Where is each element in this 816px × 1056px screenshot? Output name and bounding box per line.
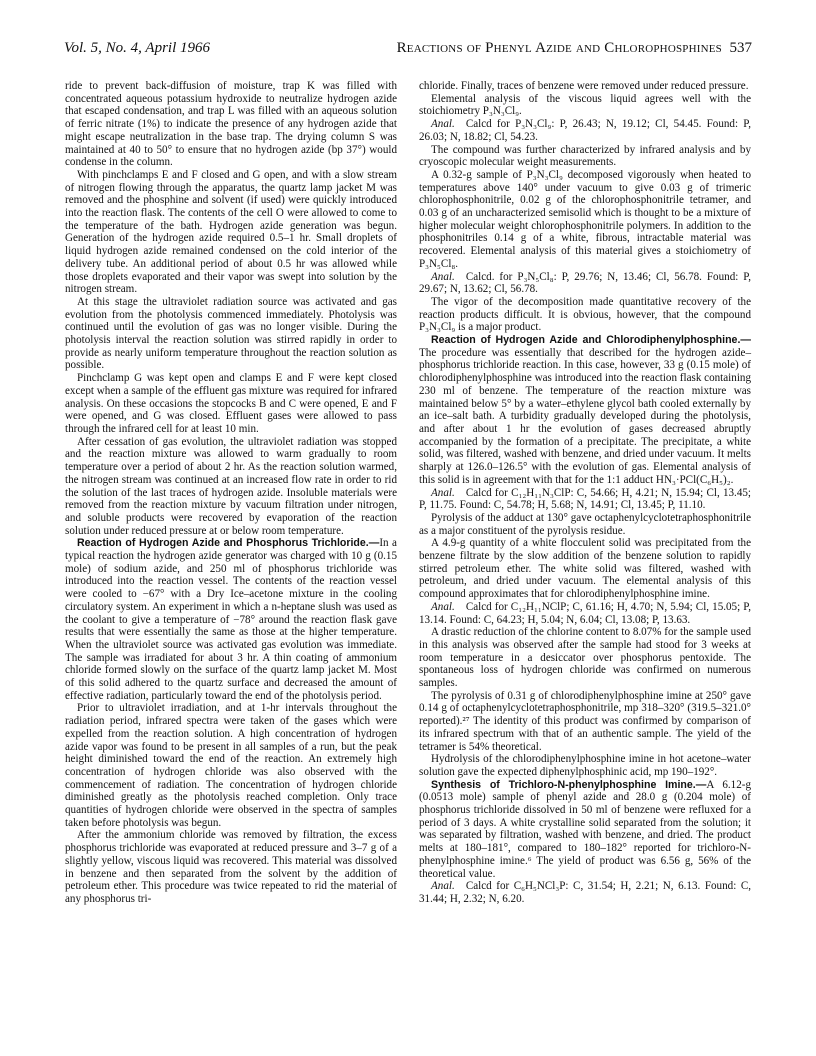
right-paragraph [419, 487, 751, 512]
paragraph-text: Pinchclamp G was kept open and clamps E and F were kept closed except when a sample of the effluent gas mixture was required for infrared analysis. On these occasions the stopcocks B and C were opened, E and F were opened, and G was closed. Effluent gases were allowed to pass through the infrared cell for at least 10 min. [65, 372, 397, 435]
header-right [397, 40, 752, 57]
section-heading: Reaction of Hydrogen Azide and Chlorodiphenylphosphine.— [431, 334, 751, 347]
running-title: Reactions of Phenyl Azide and Chlorophosphines [396, 40, 722, 56]
right-paragraph [419, 626, 751, 690]
paragraph-text: After cessation of gas evolution, the ultraviolet radiation was stopped and the reaction mixture was allowed to warm gradually to room temperature over a period of about 2 hr. As the reaction solution warmed, the nitrogen stream was continued at an increased flow rate in order to rid the solution of the last traces of hydrogen azide. Insoluble materials were removed from the reaction mixture by vacuum filtration under nitrogen, and soluble products were recovered by evaporation of the reaction solution under reduced pressure at or below room temperature. [65, 435, 397, 537]
right-paragraph [419, 80, 751, 93]
paragraph-text: chloride. Finally, traces of benzene were removed under reduced pressure. [419, 80, 749, 92]
left-column [65, 80, 397, 1018]
right-paragraph [419, 753, 751, 778]
analysis-label: Anal. [431, 118, 455, 131]
paragraph-text: The compound was further characterized by infrared analysis and by cryoscopic molecular weight measurements. [419, 143, 751, 169]
right-paragraph [419, 169, 751, 271]
paragraph-text: A drastic reduction of the chlorine content to 8.07% for the sample used in this analysis was observed after the sample had stood for 3 weeks at room temperature in a desiccator over phosphorus pentoxide. The spontaneous loss of hydrogen chloride was confirmed on numerous samples. [419, 626, 751, 690]
paragraph-text: The procedure was essentially that described for the hydrogen azide–phosphorus trichloride reaction. In this case, however, 33 g (0.15 mole) of chlorodiphenylphosphine was introduced into the reaction flask containing 230 ml of benzene. The temperature of the reaction mixture was maintained below 5° by a water–ethylene glycol bath cooled externally by an ice–salt bath. A turbidity gradually developed during the photolysis, and after about 1 hr the evolution of gases decreased abruptly accompanied by the formation of a precipitate. The precipitate, a white solid, was filtered, washed with benzene, and dried under vacuum. It melts sharply at 126.0–126.5° with the evolution of gas. Elemental analysis of this solid is in agreement with that for the 1:1 adduct HN₃·PCl(C₆H₅)₂. [419, 346, 751, 486]
paragraph-text: Pyrolysis of the adduct at 130° gave octaphenylcyclotetraphosphonitrile as a major constituent of the pyrolysis residue. [419, 511, 751, 537]
right-paragraph [419, 334, 751, 486]
paragraph-text: In a typical reaction the hydrogen azide generator was charged with 10 g (0.15 mole) of sodium azide, and 250 ml of phosphorus trichloride was introduced into the reaction vessel. The contents of the reaction vessel were cooled to −67° with a Dry Ice–acetone mixture in the cooling circulatory system. An experiment in which a n-heptane slush was used as the coolant to give a temperature of −78° around the reaction flask gave results that were essentially the same as those at the higher temperature. When the ultraviolet source was activated gas evolution was immediate. The sample was irradiated for about 3 hr. A thin coating of ammonium chloride formed slowly on the surface of the quartz lamp jacket M. Most of this solid adhered to the quartz surface and decreased the amount of effective radiation, particularly toward the end of the photolysis period. [65, 537, 397, 702]
paragraph-text: At this stage the ultraviolet radiation source was activated and gas evolution from the photolysis commenced immediately. Photolysis was continued until the evolution of gas was no longer visible. During the photolysis interval the reaction solution was stirred rapidly in order to provide as nearly uniform temperature throughout the reaction solution as possible. [65, 295, 397, 372]
right-paragraph [419, 271, 751, 296]
right-paragraph [419, 512, 751, 537]
analysis-label: Anal. [431, 486, 455, 499]
running-header [64, 40, 752, 62]
paragraph-text: Hydrolysis of the chlorodiphenylphosphine imine in hot acetone–water solution gave the expected diphenylphosphinic acid, mp 190–192°. [419, 753, 751, 778]
right-paragraph [419, 601, 751, 626]
right-paragraph [419, 690, 751, 754]
paragraph-text: A 4.9-g quantity of a white flocculent solid was precipitated from the benzene filtrate by the slow addition of the benzene solution to rapidly stirred petroleum ether. The white solid was filtered, washed with petroleum, and dried under vacuum. The elemental analysis of this compound approximates that for chlorodiphenylphosphine imine. [419, 537, 751, 601]
right-paragraph [419, 296, 751, 334]
right-paragraph [419, 779, 751, 881]
paragraph-text: The vigor of the decomposition made quantitative recovery of the reaction products difficult. It is obvious, however, that the compound P₃N₃Cl₉ is a major product. [419, 295, 751, 334]
left-paragraph [65, 537, 397, 702]
paragraph-text: A 6.12-g (0.0513 mole) sample of phenyl azide and 28.0 g (0.204 mole) of phosphorus trichloride dissolved in 50 ml of benzene were refluxed for a period of 3 days. A white crystalline solid separated from the solution; it was separated by filtration, washed with benzene, and dried. The product melts at 180–181°, compared to 180–182° reported for trichloro-N-phenylphosphine imine.⁶ The yield of product was 6.56 g, 56% of the theoretical value. [419, 778, 751, 880]
right-paragraph [419, 144, 751, 169]
right-paragraph [419, 93, 751, 118]
section-heading: Synthesis of Trichloro-N-phenylphosphine Imine.— [431, 778, 707, 791]
right-column [419, 80, 751, 1018]
left-paragraph [65, 296, 397, 372]
paragraph-text: With pinchclamps E and F closed and G open, and with a slow stream of nitrogen flowing through the apparatus, the quartz lamp jacket M was removed and the phosphine and solvent (if used) were quickly introduced into the reaction flask. The contents of the cell O were allowed to come to the temperature of the bath. Hydrogen azide generation was begun. Generation of the hydrogen azide required 0.5–1 hr. Small droplets of liquid hydrogen azide remained condensed on the cold interior of the delivery tube. An additional period of about 0.5 hr was allowed while those droplets evaporated and their vapor was swept into solution by the nitrogen stream. [65, 168, 397, 296]
journal-volume-issue: Vol. 5, No. 4, April 1966 [64, 40, 210, 56]
left-paragraph [65, 436, 397, 538]
paragraph-text: Prior to ultraviolet irradiation, and at 1-hr intervals throughout the radiation period, infrared spectra were taken of the gases which were expelled from the reaction solution. A high concentration of hydrogen azide vapor was found to be present in all samples of a run, but the peak height diminished toward the end of the reaction. An extremely high concentration of hydrogen chloride was also observed with the commencement of radiation. The concentration of hydrogen chloride diminished greatly as the photolysis reached completion. Only trace quantities of hydrogen chloride were observed in the spectra of samples taken before photolysis was begun. [65, 702, 397, 829]
left-paragraph [65, 829, 397, 905]
left-paragraph [65, 702, 397, 829]
body-columns [65, 80, 751, 1018]
paragraph-text: Calcd. for P₃N₅Cl₈: P, 29.76; N, 13.46; Cl, 56.78. Found: P, 29.67; N, 13.62; Cl, 56.78. [419, 270, 751, 296]
right-paragraph [419, 537, 751, 601]
paragraph-text: After the ammonium chloride was removed by filtration, the excess phosphorus trichloride was evaporated at reduced pressure and 3–7 g of a slightly yellow, viscous liquid was recovered. This material was dissolved in benzene and then separated from the solvent by the addition of petroleum ether. This procedure was twice repeated to rid the material of any phosphorus tri- [65, 829, 397, 905]
paragraph-text: Calcd for C₁₂H₁₁NClP; C, 61.16; H, 4.70; N, 5.94; Cl, 15.05; P, 13.14. Found: C, 64.23; H, 5.04; N, 6.04; Cl, 13.08; P, 13.63. [419, 600, 751, 626]
paragraph-text: Calcd for P₃N₃Cl₉: P, 26.43; N, 19.12; Cl, 54.45. Found: P, 26.03; N, 18.82; Cl, 54.23. [419, 118, 751, 143]
left-paragraph [65, 169, 397, 296]
left-paragraph [65, 80, 397, 169]
right-paragraph [419, 880, 751, 905]
analysis-label: Anal. [431, 880, 455, 893]
paragraph-text: ride to prevent back-diffusion of moisture, trap K was filled with concentrated aqueous potassium hydroxide to neutralize hydrogen azide that escaped condensation, and trap L was filled with an aqueous solution of ferric nitrate (1%) to indicate the presence of any hydrogen azide that might escape neutralization in the base trap. The drying column S was maintained at 40 to 50° to ensure that no hydrogen azide (bp 37°) would condense in the column. [65, 80, 397, 169]
right-paragraph [419, 118, 751, 143]
page-number: 537 [729, 40, 752, 56]
paragraph-text: Elemental analysis of the viscous liquid agrees well with the stoichiometry P₃N₃Cl₉. [419, 92, 751, 118]
left-paragraph [65, 372, 397, 436]
paragraph-text: A 0.32-g sample of P₃N₃Cl₉ decomposed vigorously when heated to temperatures above 140° under vacuum to give 0.03 g of trimeric chlorophosphonitrile, 0.02 g of the chlorophosphonitrile tetramer, and 0.03 g of an uncharacterized semisolid which is thought to be a mixture of higher molecular weight chlorophosphonitrile polymers. In addition to the phosphonitriles 0.14 g of a white, fibrous, intractable material was recovered. Elemental analysis of this material gives a stoichiometry of P₃N₅Cl₈. [419, 168, 751, 270]
section-heading: Reaction of Hydrogen Azide and Phosphorus Trichloride.— [77, 537, 380, 550]
paragraph-text: Calcd for C₁₂H₁₁N₃ClP: C, 54.66; H, 4.21; N, 15.94; Cl, 13.45; P, 11.75. Found: C, 54.78; H, 5.68; N, 14.91; Cl, 13.45; P, 11.10. [419, 486, 751, 512]
analysis-label: Anal. [431, 600, 455, 613]
analysis-label: Anal. [431, 270, 455, 283]
paragraph-text: Calcd for C₆H₅NCl₃P: C, 31.54; H, 2.21; N, 6.13. Found: C, 31.44; H, 2.32; N, 6.20. [419, 880, 751, 905]
paragraph-text: The pyrolysis of 0.31 g of chlorodiphenylphosphine imine at 250° gave 0.14 g of octaphenylcyclotetraphosphonitrile, mp 318–320° (319.5–321.0° reported).²⁷ The identity of this product was confirmed by comparison of its infrared spectrum with that of an authentic sample. The yield of the tetramer is 54% theoretical. [419, 689, 751, 753]
